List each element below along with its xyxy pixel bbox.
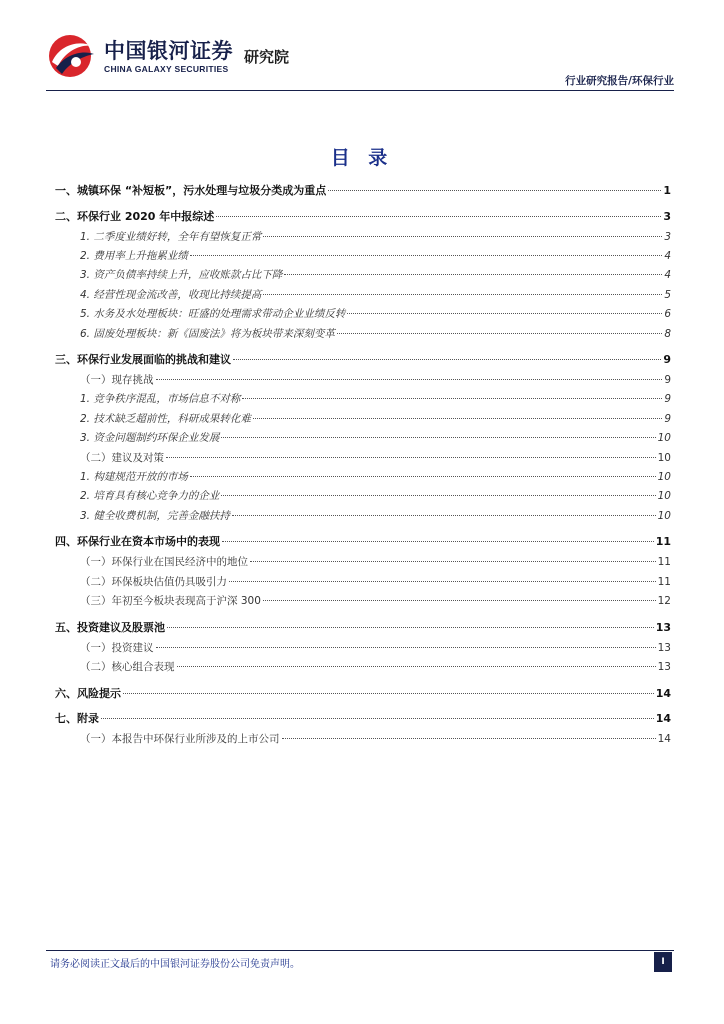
toc-leader-dots <box>282 738 656 739</box>
logo-chinese-name: 中国银河证券 <box>104 39 233 63</box>
report-category-tag: 行业研究报告/环保行业 <box>565 75 674 87</box>
logo-institute-name: 研究院 <box>244 48 290 66</box>
footer-disclaimer: 请务必阅读正文最后的中国银河证券股份公司免责声明。 <box>50 959 300 970</box>
toc-leader-dots <box>221 495 655 496</box>
toc-entry-page-number: 9 <box>664 393 671 406</box>
toc-entry-text: 四、环保行业在资本市场中的表现 <box>55 535 220 549</box>
toc-entry[interactable] <box>55 208 671 224</box>
toc-entry-page-number: 14 <box>655 712 671 725</box>
toc-entry-text: （二）建议及对策 <box>80 451 164 464</box>
toc-entry[interactable] <box>55 640 671 656</box>
page-number-badge: I <box>654 952 672 972</box>
toc-entry[interactable] <box>55 619 671 635</box>
toc-leader-dots <box>177 666 656 667</box>
toc-entry[interactable] <box>55 508 671 524</box>
toc-entry[interactable] <box>55 306 671 322</box>
toc-leader-dots <box>156 379 663 380</box>
toc-entry[interactable] <box>55 554 671 570</box>
toc-entry-page-number: 10 <box>657 490 671 503</box>
toc-entry-text: 二、环保行业 2020 年中报综述 <box>55 209 215 223</box>
toc-leader-dots <box>222 541 654 542</box>
toc-leader-dots <box>190 255 662 256</box>
toc-entry-page-number: 11 <box>657 575 671 588</box>
toc-leader-dots <box>156 647 656 648</box>
toc-entry[interactable] <box>55 574 671 590</box>
toc-entry-page-number: 14 <box>655 686 671 700</box>
toc-entry-page-number: 11 <box>657 556 671 569</box>
toc-entry[interactable] <box>55 411 671 427</box>
toc-leader-dots <box>253 418 662 419</box>
toc-entry[interactable] <box>55 287 671 303</box>
toc-entry[interactable] <box>55 488 671 504</box>
toc-entry-page-number: 13 <box>655 620 671 634</box>
toc-entry-text: 2. 费用率上升拖累业绩 <box>80 249 188 262</box>
toc-entry-text: 三、环保行业发展面临的挑战和建议 <box>55 353 231 366</box>
toc-entry-text: 七、附录 <box>55 712 99 725</box>
toc-entry-text: 5. 水务及水处理板块：旺盛的处理需求带动企业业绩反转 <box>80 308 346 321</box>
toc-entry-text: （三）年初至今板块表现高于沪深 300 <box>80 595 261 608</box>
toc-entry-text: （二）核心组合表现 <box>80 661 175 673</box>
toc-entry[interactable] <box>55 450 671 466</box>
galaxy-logo-icon <box>46 32 96 80</box>
toc-entry-page-number: 14 <box>657 733 671 745</box>
toc-entry[interactable] <box>55 659 671 675</box>
toc-leader-dots <box>284 274 662 275</box>
toc-entry-page-number: 5 <box>664 288 671 301</box>
toc-entry[interactable] <box>55 229 671 245</box>
toc-entry[interactable] <box>55 685 671 701</box>
toc-leader-dots <box>166 457 656 458</box>
toc-entry-text: 3. 资产负债率持续上升，应收账款占比下降 <box>80 269 283 282</box>
toc-entry-page-number: 1 <box>663 184 671 197</box>
toc-entry[interactable] <box>55 351 671 367</box>
toc-entry-text: 1. 构建规范开放的市场 <box>80 471 188 483</box>
toc-entry[interactable] <box>55 731 671 747</box>
toc-leader-dots <box>242 398 662 399</box>
toc-leader-dots <box>101 718 654 719</box>
toc-leader-dots <box>250 561 656 562</box>
toc-leader-dots <box>328 190 661 191</box>
toc-entry-page-number: 11 <box>655 535 671 549</box>
toc-entry-text: 六、风险提示 <box>55 686 121 700</box>
toc-entry-page-number: 3 <box>663 209 671 223</box>
toc-entry-text: （一）本报告中环保行业所涉及的上市公司 <box>80 733 280 745</box>
toc-leader-dots <box>221 437 655 438</box>
toc-leader-dots <box>263 600 656 601</box>
toc-entry-text: 2. 技术缺乏超前性，科研成果转化难 <box>80 412 251 425</box>
toc-entry[interactable] <box>55 267 671 283</box>
toc-entry-page-number: 8 <box>664 327 671 340</box>
toc-entry-text: （一）现存挑战 <box>80 374 154 386</box>
page-header <box>0 0 724 92</box>
toc-entry-text: 1. 二季度业绩好转，全年有望恢复正常 <box>80 230 262 243</box>
toc-entry-text: （一）环保行业在国民经济中的地位 <box>80 556 248 569</box>
toc-entry-text: 五、投资建议及股票池 <box>55 620 165 634</box>
company-logo <box>46 32 316 80</box>
toc-entry-page-number: 3 <box>664 230 671 243</box>
toc-entry-page-number: 10 <box>657 451 671 464</box>
toc-title: 目 录 <box>330 147 394 169</box>
toc-entry-page-number: 6 <box>664 308 671 321</box>
toc-leader-dots <box>167 627 654 628</box>
toc-entry-text: 2. 培育具有核心竞争力的企业 <box>80 490 220 503</box>
toc-entry-page-number: 4 <box>664 249 671 262</box>
toc-entry[interactable] <box>55 248 671 264</box>
toc-entry-page-number: 10 <box>657 509 671 522</box>
toc-entry-page-number: 13 <box>657 641 671 654</box>
toc-leader-dots <box>229 581 656 582</box>
toc-leader-dots <box>347 313 662 314</box>
toc-entry-page-number: 9 <box>664 374 671 386</box>
toc-entry-page-number: 10 <box>657 471 671 483</box>
toc-entry[interactable] <box>55 593 671 609</box>
toc-entry-text: 3. 资金问题制约环保企业发展 <box>80 432 220 445</box>
toc-entry[interactable] <box>55 182 671 198</box>
toc-entry-page-number: 12 <box>657 595 671 608</box>
toc-entry-text: 4. 经营性现金流改善，收现比持续提高 <box>80 288 262 301</box>
toc-entry-text: （一）投资建议 <box>80 641 154 654</box>
toc-entry[interactable] <box>55 430 671 446</box>
toc-entry[interactable] <box>55 533 671 549</box>
toc-leader-dots <box>232 515 656 516</box>
toc-entry-text: 1. 竞争秩序混乱，市场信息不对称 <box>80 393 241 406</box>
toc-leader-dots <box>263 236 662 237</box>
toc-entry-text: 一、城镇环保 “补短板”，污水处理与垃圾分类成为重点 <box>55 184 327 197</box>
toc-entry[interactable] <box>55 469 671 485</box>
toc-entry[interactable] <box>55 710 671 726</box>
toc-entry-page-number: 9 <box>664 412 671 425</box>
header-divider <box>46 90 674 91</box>
toc-entry-page-number: 10 <box>657 432 671 445</box>
footer-divider <box>46 950 674 951</box>
toc-entry[interactable] <box>55 391 671 407</box>
toc-leader-dots <box>263 294 662 295</box>
toc-entry-text: 6. 固废处理板块：新《固废法》将为板块带来深刻变革 <box>80 327 335 340</box>
toc-entry-page-number: 13 <box>657 661 671 673</box>
toc-leader-dots <box>216 216 661 217</box>
toc-leader-dots <box>233 359 661 360</box>
logo-english-name: CHINA GALAXY SECURITIES <box>104 64 229 74</box>
toc-leader-dots <box>123 693 654 694</box>
toc-entry-page-number: 4 <box>664 269 671 282</box>
toc-entry-text: 3. 健全收费机制，完善金融扶持 <box>80 509 230 522</box>
toc-leader-dots <box>190 476 656 477</box>
toc-entry-text: （二）环保板块估值仍具吸引力 <box>80 575 227 588</box>
toc-entry-page-number: 9 <box>663 353 671 366</box>
toc-entry[interactable] <box>55 326 671 342</box>
toc-entry[interactable] <box>55 372 671 388</box>
toc-leader-dots <box>337 333 662 334</box>
